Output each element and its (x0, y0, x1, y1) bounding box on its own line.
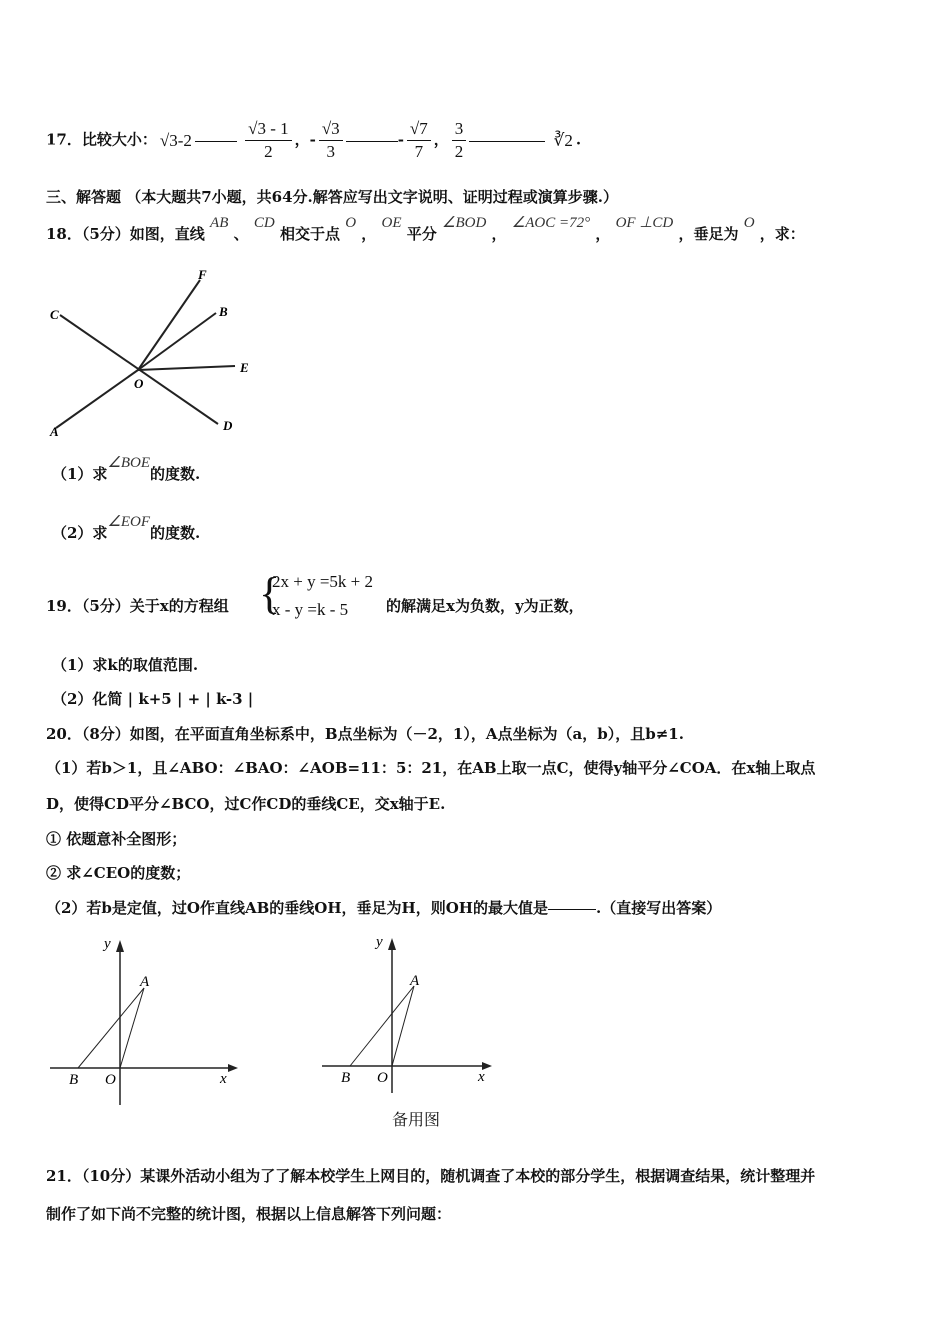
q20-graph-spare (312, 928, 512, 1098)
y-axis-arrow (116, 940, 124, 952)
q18-figure (40, 262, 270, 442)
q20-line3: D，使得CD平分∠BCO，过C作CD的垂线CE，交x轴于E. (46, 795, 446, 813)
q20-line5: ② 求∠CEO的度数； (46, 864, 191, 882)
q21-line1: 21．（10分）某课外活动小组为了了解本校学生上网目的，随机调查了本校的部分学生，根据调查结果，统计整理并 (46, 1167, 816, 1185)
q17-blank-3 (469, 140, 545, 142)
q17-prefix: 17．比较大小： (46, 130, 157, 149)
q20-line4: ① 依题意补全图形； (46, 830, 187, 848)
q17-frac4: $\frac{3}{2}$ (452, 118, 467, 163)
q18-sub2: （2）求∠EOF的度数. (52, 514, 201, 542)
graph2-label-b: B (341, 1070, 351, 1086)
x-axis-arrow (228, 1064, 238, 1072)
spare-graph-caption: 备用图 (392, 1110, 441, 1129)
q17-sep2: ， (433, 130, 449, 149)
q17-expr4: ∛2 (553, 130, 573, 150)
q21-line2: 制作了如下尚不完整的统计图，根据以上信息解答下列问题： (46, 1205, 452, 1223)
graph1-label-x: x (220, 1071, 227, 1087)
q19-pre: 19．（5分）关于x的方程组 (46, 597, 229, 615)
q17-line (46, 118, 581, 163)
q18-sub2-math: ∠EOF (107, 514, 151, 530)
segment-ba (350, 986, 414, 1066)
fig-label-d: D (223, 418, 233, 433)
graph2-label-y: y (376, 934, 383, 950)
q19-sub2: （2）化简 | k+5 | + | k-3 | (52, 690, 254, 708)
fig-label-e: E (240, 360, 249, 375)
segment-oa (120, 988, 144, 1068)
q17-blank-2 (346, 140, 398, 142)
q17-frac2: $\frac{√3}{3}$ (319, 118, 343, 163)
fig-label-b: B (219, 304, 228, 319)
q20-line6: （2）若b是定值，过O作直线AB的垂线OH，垂足为H，则OH的最大值是 .（直接写出答案） (46, 899, 722, 917)
q18-math-of: OF ⊥CD (615, 215, 674, 231)
fig-label-f: F (198, 267, 207, 282)
graph2-label-a: A (410, 973, 420, 989)
q18-sub1-math: ∠BOE (107, 455, 151, 471)
q20-line2: （1）若b＞1，且∠ABO：∠BAO：∠AOB=11：5：21，在AB上取一点C，使得y轴平分∠COA．在x轴上取点 (46, 759, 816, 777)
ray-of (138, 280, 200, 370)
q19-post: 的解满足x为负数，y为正数， (386, 597, 584, 615)
q20-line1: 20．（8分）如图，在平面直角坐标系中，B点坐标为（－2，1），A点坐标为（a，b），且b≠1. (46, 725, 684, 743)
graph2-label-o: O (377, 1070, 388, 1086)
q18-stem: 18．（5分）如图，直线 AB 、 CD 相交于点 O ， OE 平分 ∠BOD ， ∠AOC =72° ， OF ⊥CD ，垂足为 O ，求： (46, 215, 805, 243)
q19-sub1: （1）求k的取值范围. (52, 656, 199, 674)
q17-blank-1 (195, 140, 237, 142)
q18-sub1: （1）求∠BOE的度数. (52, 455, 201, 483)
fig-label-c: C (50, 307, 59, 322)
q17-neg2: - (397, 130, 404, 149)
graph1-label-b: B (69, 1072, 79, 1088)
q19-eq1: 2x + y =5k + 2 (272, 572, 374, 591)
q18-math-bod: ∠BOD (442, 215, 487, 231)
q17-end: . (575, 130, 582, 149)
q18-math-aoc: ∠AOC =72° (511, 215, 591, 231)
q20-graph-main (40, 930, 240, 1110)
segment-ba (78, 988, 144, 1068)
graph1-label-a: A (140, 974, 150, 990)
ray-oe (138, 366, 235, 370)
q19-eq2: x - y =k - 5 (272, 600, 349, 619)
q17-frac3: $\frac{√7}{7}$ (407, 118, 431, 163)
fig-label-a: A (50, 424, 59, 439)
q18-math-o: O (345, 215, 357, 231)
q18-math-o2: O (743, 215, 755, 231)
q20-answer-blank (548, 908, 596, 910)
q19-brace: { (259, 569, 281, 618)
graph2-label-x: x (478, 1069, 485, 1085)
q17-sep1: ，- (294, 130, 316, 149)
ray-ob (138, 313, 216, 370)
graph1-label-o: O (105, 1072, 116, 1088)
q17-frac1: $\frac{√3 - 1}{2}$ (245, 118, 292, 163)
y-axis-arrow (388, 938, 396, 950)
q18-math-oe: OE (381, 215, 402, 231)
graph1-label-y: y (104, 936, 111, 952)
q18-math-ab: AB (210, 215, 229, 231)
q18-math-cd: CD (253, 215, 275, 231)
segment-oa (392, 986, 414, 1066)
q17-expr1: √3-2 (159, 130, 192, 150)
section-3-title: 三、解答题 （本大题共7小题，共64分.解答应写出文字说明、证明过程或演算步骤.） (46, 188, 618, 206)
fig-label-o: O (134, 376, 144, 391)
line-ab (56, 370, 138, 428)
